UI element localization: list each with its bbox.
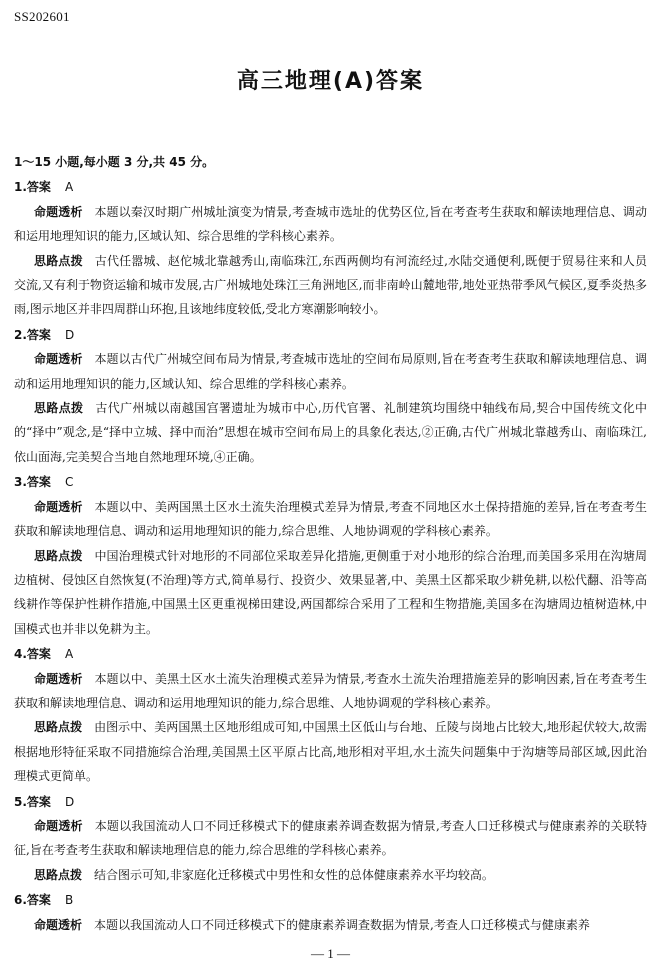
hint-paragraph: 思路点拨 由图示中、美两国黑土区地形组成可知,中国黑土区低山与台地、丘陵与岗地占比较大,地形起伏较大,故需根据地形特征采取不同措施综合治理,美国黑土区平原占比高,地形相对平坦,水土流失问题集中于沟塘等局部区域,因此治理模式更简单。 — [14, 720, 647, 784]
analysis-paragraph: 命题透析 本题以我国流动人口不同迁移模式下的健康素养调查数据为情景,考查人口迁移模式与健康素养 — [34, 917, 590, 932]
question-5 — [14, 790, 647, 888]
answer-value: C — [64, 475, 74, 490]
hint-paragraph: 思路点拨 古代任嚣城、赵佗城北靠越秀山,南临珠江,东西两侧均有河流经过,水陆交通便利,既便于贸易往来和人员交流,又有利于物资运输和城市发展,古广州城地处珠江三角洲地区,而非南岭山麓地带,地处亚热带季风气候区,夏季炎热多雨,图示地区并非四周群山环抱,且该地纬度较低,受北方寒潮影响较小。 — [14, 253, 647, 317]
analysis-paragraph: 命题透析 本题以秦汉时期广州城址演变为情景,考查城市选址的优势区位,旨在考查考生获取和解读地理信息、调动和运用地理知识的能力,区域认知、综合思维的学科核心素养。 — [14, 204, 647, 244]
question-4 — [14, 642, 647, 788]
answer-content — [14, 150, 647, 937]
analysis-paragraph: 命题透析 本题以中、美黑土区水土流失治理模式差异为情景,考查水土流失治理措施差异的影响因素,旨在考查考生获取和解读地理信息、调动和运用地理知识的能力,综合思维、人地协调观的学科核心素养。 — [14, 671, 647, 710]
answer-line: 4.答案 A — [14, 647, 74, 662]
answer-line: 5.答案 D — [14, 794, 75, 809]
page-title: 高三地理(A)答案 — [236, 69, 425, 94]
question-6 — [14, 888, 647, 937]
answer-line: 3.答案 C — [14, 475, 74, 490]
analysis-paragraph: 命题透析 本题以我国流动人口不同迁移模式下的健康素养调查数据为情景,考查人口迁移模式与健康素养的关联特征,旨在考查考生获取和解读地理信息的能力,综合思维的学科核心素养。 — [14, 818, 647, 858]
analysis-paragraph: 命题透析 本题以中、美两国黑土区水土流失治理模式差异为情景,考查不同地区水土保持措施的差异,旨在考查考生获取和解读地理信息、调动和运用地理知识的能力,综合思维、人地协调观的学科核心素养。 — [14, 499, 647, 539]
page-number: — 1 — — [311, 946, 350, 961]
hint-paragraph: 思路点拨 中国治理模式针对地形的不同部位采取差异化措施,更侧重于对小地形的综合治理,而美国多采用在沟塘周边植树、侵蚀区自然恢复(不治理)等方式,简单易行、投资少、效果显著,中、美黑土区都采取少耕免耕,以松代翻、沿等高线耕作等保护性耕作措施,中国黑土区更重视梯田建设,两国都综合采用了工程和生物措施,美国多在沟塘周边植树造林,中国模式也并非以免耕为主。 — [14, 548, 647, 636]
answer-line: 2.答案 D — [14, 327, 75, 342]
answer-value: D — [64, 327, 75, 342]
answer-value: B — [64, 893, 74, 908]
hint-paragraph: 思路点拨 结合图示可知,非家庭化迁移模式中男性和女性的总体健康素养水平均较高。 — [34, 867, 494, 882]
answer-line: 1.答案 A — [14, 180, 74, 195]
hint-paragraph: 思路点拨 古代广州城以南越国宫署遗址为城市中心,历代官署、礼制建筑均围绕中轴线布局,契合中国传统文化中的“择中”观念,是“择中立城、择中而治”思想在城市空间布局上的具象化表达,②正确,古代广州城北靠越秀山、南临珠江,依山面海,完美契合当地自然地理环境,④正确。 — [14, 401, 647, 464]
analysis-paragraph: 命题透析 本题以古代广州城空间布局为情景,考查城市选址的空间布局原则,旨在考查考生获取和解读地理信息、调动和运用地理知识的能力,区域认知、综合思维的学科核心素养。 — [14, 352, 647, 391]
question-3 — [14, 470, 647, 641]
question-1 — [14, 175, 647, 321]
answer-value: D — [64, 794, 75, 809]
answer-value: A — [64, 180, 74, 195]
section-lead: 1～15 小题,每小题 3 分,共 45 分。 — [14, 155, 215, 169]
document-code: SS202601 — [14, 9, 70, 24]
answer-line: 6.答案 B — [14, 893, 74, 908]
answer-value: A — [64, 647, 74, 662]
question-2 — [14, 323, 647, 469]
